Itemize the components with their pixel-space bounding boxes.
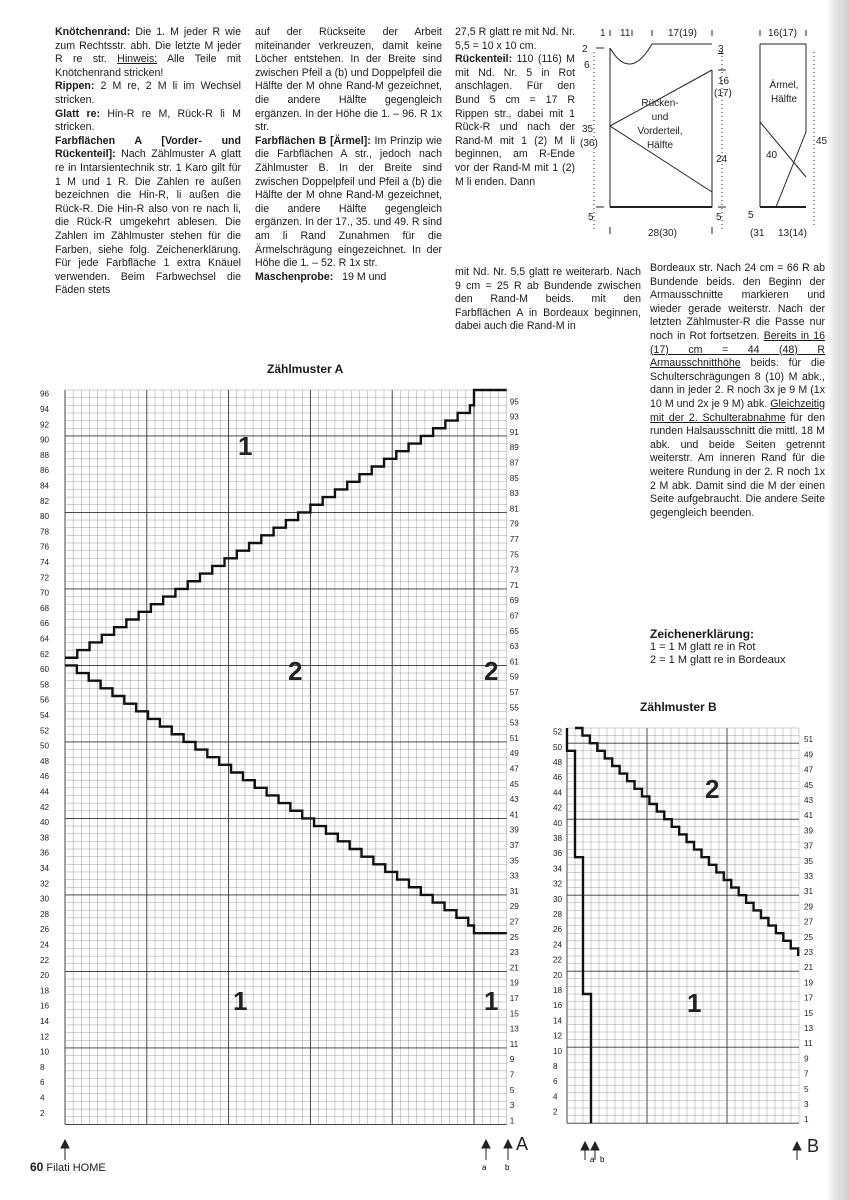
row-number-right: 7 — [509, 1070, 515, 1080]
row-number-right: 29 — [804, 902, 814, 912]
row-number-left: 40 — [553, 818, 563, 828]
row-number-left: 2 — [553, 1107, 558, 1117]
dim-label: 11 — [620, 28, 631, 39]
legend-title: Zeichenerklärung: — [650, 627, 755, 641]
row-number-right: 31 — [509, 886, 519, 896]
row-number-right: 25 — [509, 932, 519, 942]
row-number-right: 9 — [804, 1054, 809, 1064]
row-number-right: 1 — [509, 1116, 515, 1126]
text-underlined: Bereits in 16 (17) cm = 44 (48) R Armausschnitthöhe — [650, 329, 825, 370]
legend-item-2: 2 = 1 M glatt re in Bordeaux — [650, 654, 786, 666]
dim-label: 45 — [816, 136, 828, 147]
row-number-right: 49 — [509, 749, 519, 759]
dim-label: 5 — [716, 212, 722, 223]
dim-label: 3 — [718, 44, 724, 55]
row-number-left: 38 — [40, 833, 50, 843]
row-number-left: 36 — [553, 849, 563, 859]
schematic-body — [580, 22, 750, 252]
row-number-right: 19 — [509, 978, 519, 988]
row-number-right: 63 — [509, 642, 519, 652]
text: 27,5 R glatt re mit Nd. Nr. 5,5 = 10 x 10 cm. — [455, 26, 575, 52]
row-number-left: 52 — [553, 727, 563, 737]
row-number-left: 16 — [40, 1001, 50, 1011]
text-column-4 — [650, 262, 825, 520]
row-number-right: 53 — [509, 718, 519, 728]
row-number-left: 2 — [40, 1108, 45, 1118]
heading-rueckenteil: Rückenteil: — [455, 53, 513, 66]
row-number-left: 62 — [40, 649, 50, 659]
page-edge-shadow — [827, 0, 849, 1200]
row-number-left: 12 — [553, 1031, 563, 1041]
region-label-2-right: 2 — [484, 656, 499, 686]
row-number-right: 29 — [509, 902, 519, 912]
row-number-right: 25 — [804, 932, 814, 942]
row-number-left: 14 — [40, 1016, 50, 1026]
text: Die 1. M jeder R wie zum Rechtsstr. abh. Die letzte M jeder R re str. — [55, 26, 241, 66]
row-number-right: 37 — [804, 841, 814, 851]
row-number-right: 27 — [509, 917, 519, 927]
text-column-1 — [55, 26, 241, 298]
row-number-left: 84 — [40, 481, 50, 491]
dim-label: (36) — [580, 138, 598, 149]
row-number-right: 23 — [804, 948, 814, 957]
row-number-right: 45 — [804, 780, 814, 790]
text: beids. für die Schulterschrägungen 8 (10) M abk., dann in jeder 2. R noch 3x je 9 M (1x 10 M und 2x je 9 M) abk. — [650, 357, 826, 410]
row-number-left: 30 — [40, 894, 50, 904]
row-number-left: 48 — [40, 756, 50, 766]
row-number-right: 51 — [804, 735, 814, 745]
row-number-right: 73 — [509, 565, 519, 575]
row-number-right: 41 — [804, 811, 814, 821]
row-number-left: 50 — [40, 741, 50, 751]
row-number-left: 46 — [40, 772, 50, 782]
row-number-left: 74 — [40, 557, 50, 567]
note-label: Hinweis: — [117, 53, 158, 66]
row-number-right: 3 — [804, 1100, 809, 1109]
row-number-left: 32 — [553, 879, 563, 889]
text: mit Nd. Nr. 5,5 glatt re weiterarb. Nach 9 cm = 25 R ab Bundende zwischen den Rand-M beids. mit den Farbflächen A in Bordeaux beginnen, dabei auch die Rand-M in — [455, 266, 641, 333]
chart-a-grid — [38, 380, 548, 1180]
row-number-right: 1 — [804, 1115, 809, 1125]
row-number-left: 6 — [40, 1078, 45, 1088]
row-number-right: 67 — [509, 611, 519, 621]
row-number-right: 43 — [509, 795, 519, 805]
row-number-right: 65 — [509, 626, 519, 636]
row-number-right: 83 — [509, 489, 519, 499]
row-number-right: 41 — [509, 810, 519, 820]
row-number-left: 30 — [553, 894, 563, 904]
row-number-right: 93 — [509, 412, 519, 422]
schematic-label: Hälfte — [770, 94, 798, 105]
dim-label: 28(30) — [648, 228, 677, 239]
row-number-right: 39 — [804, 826, 814, 836]
row-number-left: 20 — [40, 971, 50, 981]
row-number-right: 49 — [804, 750, 814, 760]
row-number-left: 8 — [40, 1062, 45, 1072]
row-number-left: 54 — [40, 710, 50, 720]
row-number-left: 48 — [553, 758, 563, 767]
heading-maschenprobe: Maschenprobe: — [255, 270, 334, 283]
text: auf der Rückseite der Arbeit miteinander verkreuzen, damit keine Löcher entstehen. In der Breite sind zwischen Pfeil a (b) und Doppelpfeil die Hälfte der M ohne Rand-M gezeichnet, die andere Hälfte gegengleich ergänzen. In der Höhe die 1. – 96. R 1x str. — [255, 26, 442, 134]
row-number-left: 24 — [553, 940, 563, 950]
schematic-label: und — [651, 112, 669, 123]
row-number-right: 51 — [509, 733, 519, 743]
row-number-right: 5 — [804, 1084, 809, 1094]
row-number-left: 88 — [40, 450, 50, 460]
heading-knoetchenrand: Knötchenrand: — [55, 26, 131, 38]
row-number-left: 14 — [553, 1016, 563, 1026]
row-number-right: 11 — [804, 1039, 813, 1049]
dim-label: 6 — [584, 60, 590, 71]
text-column-2 — [255, 26, 442, 284]
heading-farbflaechen-a: Farbflächen A [Vorder- und Rückenteil]: — [55, 134, 241, 161]
row-number-right: 79 — [509, 519, 519, 529]
region-label-1-bottom: 1 — [233, 986, 248, 1016]
row-number-left: 34 — [553, 864, 563, 874]
row-number-left: 82 — [40, 496, 50, 506]
dim-label: 35 — [582, 124, 594, 135]
dim-label: (31 — [750, 228, 765, 239]
dim-label: 40 — [766, 150, 778, 161]
row-number-right: 23 — [509, 948, 519, 958]
text-underlined: Gleichzeitig mit der 2. Schulterabnahme — [650, 397, 825, 424]
row-number-right: 39 — [509, 825, 519, 835]
row-number-left: 10 — [553, 1046, 563, 1056]
row-number-right: 27 — [804, 917, 814, 927]
row-number-right: 55 — [509, 703, 519, 713]
row-number-left: 90 — [40, 435, 50, 445]
row-number-right: 95 — [509, 397, 519, 407]
row-number-right: 15 — [804, 1008, 814, 1018]
schematic-label: Rücken- — [641, 98, 679, 109]
row-number-left: 18 — [40, 986, 50, 996]
row-number-right: 81 — [509, 504, 519, 514]
magazine-name: Filati HOME — [46, 1162, 106, 1174]
row-number-left: 78 — [40, 527, 50, 537]
row-number-right: 87 — [509, 458, 519, 468]
row-number-left: 56 — [40, 695, 50, 705]
row-number-right: 77 — [509, 535, 519, 544]
row-number-left: 46 — [553, 773, 563, 783]
row-number-left: 26 — [40, 925, 50, 935]
dim-label: 16(17) — [768, 28, 797, 39]
row-number-right: 21 — [804, 963, 814, 973]
text-column-3b — [455, 266, 641, 334]
row-number-left: 42 — [553, 803, 563, 813]
chart-b-letter: B — [807, 1136, 820, 1156]
region-label-1-bottom-right: 1 — [484, 986, 499, 1016]
heading-glatt-re: Glatt re: — [55, 107, 100, 120]
row-number-left: 42 — [40, 802, 50, 812]
dim-label: 5 — [748, 210, 754, 221]
row-number-right: 47 — [509, 764, 519, 774]
row-number-right: 35 — [509, 856, 519, 866]
row-number-left: 24 — [40, 940, 50, 950]
row-number-right: 85 — [509, 473, 519, 483]
row-number-left: 4 — [553, 1092, 558, 1102]
row-number-left: 92 — [40, 420, 50, 430]
region-label-2-center: 2 — [288, 656, 303, 686]
row-number-right: 17 — [804, 993, 814, 1003]
row-number-left: 64 — [40, 634, 50, 644]
dim-label: 17(19) — [668, 28, 697, 39]
text: Im Prinzip wie die Farbflächen A str., jedoch nach Zählmuster B. In der Breite sind zwischen Doppelpfeil und Pfeil a (b) die Hälfte der M ohne Rand-M gezeichnet, die andere Hälfte gegengleich ergänzen. In der 17., 35. und 49. R sind am li Rand Zunahmen für die Ärmelschrägung eingezeichnet. In der Höhe die 1. – 52. R 1x str. — [255, 134, 442, 270]
row-number-left: 6 — [553, 1077, 558, 1087]
row-number-right: 11 — [509, 1039, 519, 1049]
row-number-left: 72 — [40, 573, 50, 583]
row-number-right: 47 — [804, 765, 814, 775]
row-number-right: 19 — [804, 978, 814, 988]
dim-label: 24 — [716, 154, 728, 165]
row-number-left: 36 — [40, 848, 50, 858]
row-number-right: 35 — [804, 856, 814, 866]
row-number-left: 38 — [553, 834, 563, 843]
row-number-left: 96 — [40, 389, 50, 399]
row-number-left: 26 — [553, 925, 563, 935]
row-number-right: 61 — [509, 657, 519, 667]
row-number-right: 75 — [509, 550, 519, 560]
region-label-2: 2 — [705, 774, 720, 804]
row-number-left: 60 — [40, 665, 50, 675]
chart-b-title: Zählmuster B — [640, 700, 717, 714]
row-number-right: 43 — [804, 796, 814, 805]
page-footer — [30, 1160, 106, 1174]
row-number-left: 40 — [40, 818, 50, 828]
text: 2 M re, 2 M li im Wechsel stricken. — [55, 80, 241, 106]
row-number-left: 66 — [40, 619, 50, 629]
row-number-left: 32 — [40, 879, 50, 889]
row-number-left: 12 — [40, 1032, 50, 1042]
row-number-right: 37 — [509, 841, 519, 850]
row-number-right: 33 — [804, 872, 814, 881]
row-number-right: 5 — [509, 1085, 515, 1095]
row-number-right: 89 — [509, 443, 519, 453]
row-number-right: 91 — [509, 427, 519, 437]
row-number-right: 13 — [509, 1024, 519, 1034]
row-number-right: 45 — [509, 779, 519, 789]
row-number-left: 94 — [40, 404, 50, 414]
row-number-left: 16 — [553, 1001, 563, 1011]
row-number-left: 22 — [553, 955, 563, 965]
row-number-right: 31 — [804, 887, 814, 897]
row-number-right: 3 — [509, 1101, 515, 1111]
row-number-left: 44 — [40, 787, 50, 797]
row-number-left: 50 — [553, 742, 563, 752]
dim-label: 2 — [582, 44, 588, 55]
arrow-b-label: b — [505, 1163, 510, 1172]
arrow-b-label-left: a — [590, 1155, 595, 1164]
row-number-left: 44 — [553, 788, 563, 798]
schematic-label: Ärmel, — [769, 80, 799, 91]
chart-a-title: Zählmuster A — [267, 362, 344, 376]
row-number-left: 28 — [40, 909, 50, 919]
schematic-sleeve — [748, 22, 828, 252]
dim-label: 1 — [600, 28, 606, 39]
heading-rippen: Rippen: — [55, 80, 95, 93]
row-number-right: 59 — [509, 672, 519, 682]
chart-b-grid — [555, 722, 825, 1162]
row-number-right: 9 — [509, 1055, 515, 1065]
row-number-right: 17 — [509, 994, 519, 1003]
text: 19 M und — [342, 270, 387, 283]
row-number-left: 86 — [40, 466, 50, 476]
text-column-3a — [455, 26, 575, 189]
row-number-left: 4 — [40, 1093, 45, 1103]
row-number-left: 80 — [40, 512, 50, 522]
dim-label: (17) — [714, 88, 732, 99]
dim-label: 16 — [718, 76, 730, 87]
row-number-left: 10 — [40, 1047, 50, 1057]
arrow-a-label: a — [482, 1163, 487, 1172]
dim-label: 13(14) — [778, 228, 807, 239]
row-number-left: 18 — [553, 986, 563, 995]
region-label-1-top: 1 — [238, 431, 253, 461]
row-number-left: 68 — [40, 603, 50, 613]
text: 110 (116) M mit Nd. Nr. 5 in Rot anschlagen. Für den Bund 5 cm = 17 R Rippen str., dabei mit 1 Rück-R und nach der Rand-M mit 1 (2) M li beginnen, am R-Ende vor der Rand-M mit 1 (2) M li enden. Dann — [455, 53, 576, 188]
schematic-label: Vorderteil, — [637, 126, 683, 137]
row-number-left: 76 — [40, 542, 50, 552]
row-number-left: 28 — [553, 910, 563, 919]
row-number-left: 22 — [40, 955, 50, 965]
row-number-right: 71 — [509, 580, 519, 590]
chart-a-letter: A — [516, 1134, 529, 1154]
row-number-left: 20 — [553, 970, 563, 980]
schematic-label: Hälfte — [646, 140, 674, 151]
heading-farbflaechen-b: Farbflächen B [Ärmel]: — [255, 134, 371, 147]
row-number-left: 70 — [40, 588, 50, 598]
text: für den runden Halsausschnitt die mittl. 18 M abk. und beide Seiten getrennt weiterstr. Am inneren Rand für die weitere Rundung in der 2. R noch 1x 2 M abk. Damit sind die M der einen Seite aufgebraucht. Die andere Seite gegengleich beenden. — [650, 411, 826, 519]
row-number-right: 57 — [509, 688, 519, 697]
text: Bordeaux str. Nach 24 cm = 66 R ab Bundende beids. den Beginn der Armausschnitte markieren und wieder gerade weiterstr. Nach der letzten Zählmuster-R die Passe nur noch in Rot fortsetzen. — [650, 262, 825, 342]
row-number-left: 58 — [40, 680, 50, 690]
row-number-right: 13 — [804, 1024, 814, 1033]
row-number-left: 34 — [40, 863, 50, 873]
page-number: 60 — [30, 1160, 44, 1174]
row-number-left: 52 — [40, 726, 50, 736]
note-text: Alle Teile mit Knötchenrand stricken! — [55, 53, 241, 79]
row-number-left: 8 — [553, 1062, 558, 1071]
legend — [650, 628, 785, 667]
row-number-right: 33 — [509, 871, 519, 881]
dim-label: 5 — [588, 212, 594, 223]
text: Nach Zählmuster A glatt re in Intarsientechnik str. 1 Karo gilt für 1 M und 1 R. Die Zahlen re außen bezeichnen die Hin-R, li außen die Rück-R. Die Hin-R also von re nach li, die Rück-R umgekehrt ablesen. Die Zahlen im Zählmuster stehen für die Farben, siehe folg. Zeichenerklärung. Für jede Farbfläche 1 extra Knäuel verwenden. Beim Farbwechsel die Fäden stets — [55, 148, 241, 297]
region-label-1: 1 — [687, 988, 702, 1018]
text: Hin-R re M, Rück-R li M stricken. — [55, 107, 242, 134]
row-number-right: 7 — [804, 1069, 809, 1079]
row-number-right: 15 — [509, 1009, 519, 1019]
row-number-right: 69 — [509, 596, 519, 606]
arrow-a-label-left: b — [600, 1155, 605, 1164]
legend-item-1: 1 = 1 M glatt re in Rot — [650, 641, 756, 653]
row-number-right: 21 — [509, 963, 519, 973]
